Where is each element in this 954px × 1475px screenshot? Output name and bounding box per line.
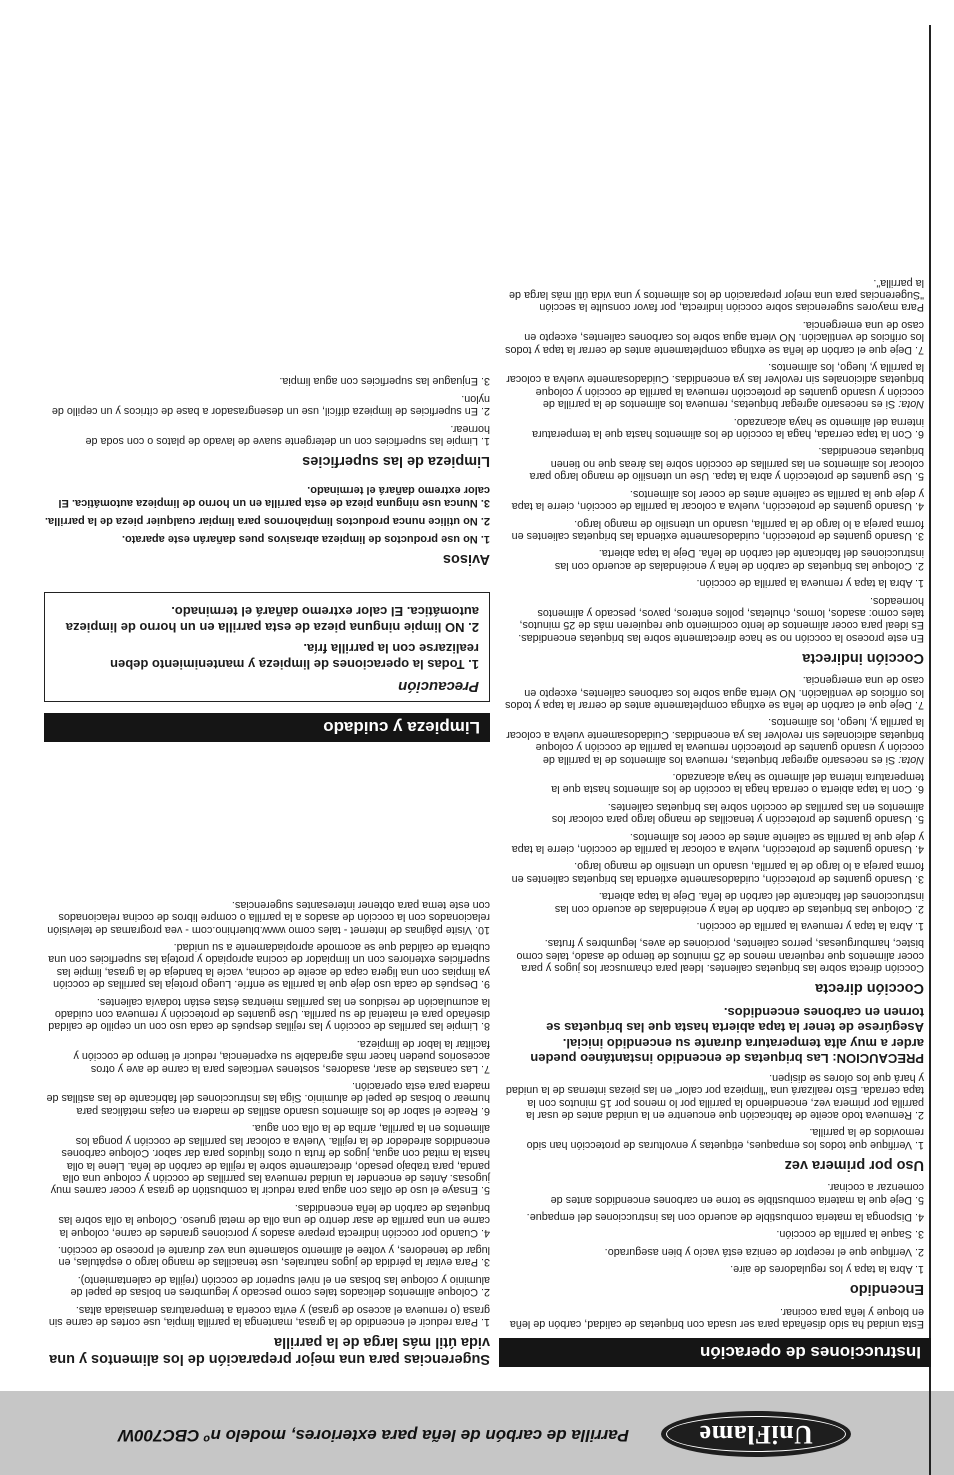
list-item: 10. Visite páginas de Internet - tales como www.bluerhino.com - vea programas de televisión relacionados con la cocción de asados a la parrilla o compre libros de cocina relacionados con este tema para obtener interesantes sugerencias.: [47, 898, 490, 936]
note-label: Nota:: [898, 398, 924, 411]
list-item: 2. Coloque las briquetas de carbón de leña y enciéndalas de acuerdo con las instrucciones del fabricante del carbón de leña. Deje la tapa abierta.: [554, 890, 924, 915]
list-item: 7. Las canastas de asar, asadores, sostenes verticales para la carne de ave y otros accesorios pueden hacer más agradable su experiencia, reducir el tiempo de cocción y facilitar la labor de limpieza.: [73, 1037, 490, 1075]
footer-text: Para mayores sugerencias sobre cocción indirecta, por favor consulte la sección "Sugerencias para una mejor preparación de los alimentos y una vida útil más larga de la parrilla".: [509, 276, 924, 314]
list-item: 4. Disponga la materia combustible de acuerdo con las instrucciones del empaque.: [526, 1210, 924, 1223]
list-item: 5. Ensaye el uso de ollas con agua para reducir la combustión de grasa y cocer carnes muy jugosas. Antes de encender la unidad remueva las parrillas de cocción y coloque una olla panda, para trabajo pesado, directamente sobre la rejilla de carbón de leña. Llene la olla hasta la mitad con agua, jugos de fruta u otros líquidos para dar sabor. Coloque carbones encendidos alrededor de la rejilla. Vuelva a colocar las parrillas de cocción y ponga los alimentos en la parrilla, arriba de la olla con agua.: [50, 1122, 490, 1197]
list-item: 3. Nunca use ninguna pieza de esta parrilla en un horno de limpieza automática. El calor extremo dañará el terminado.: [58, 484, 490, 509]
section-bar-limpieza: Limpieza y cuidado: [44, 713, 490, 742]
list-item: 2. Coloque las briquetas de carbón de leña y enciéndalas de acuerdo con las instrucciones del fabricante del carbón de leña. Deje la tapa abierta.: [554, 547, 924, 572]
note-item: [504, 361, 924, 411]
section-bar-operacion: Instrucciones de operación: [499, 1338, 931, 1367]
list-item: 3. Saque la parrilla de cocción.: [776, 1228, 924, 1241]
intro-indirecta: En este proceso la cocción no se hace directamente sobre las briquetas encendidas. Es ideal para cocer alimentos de lento cocimiento que requieren más de 25 minutos, tales como: asados, lomos, chuletas, pollos enteros, pavos, pescado y alimentos horneados.: [518, 594, 924, 644]
list-encendido: [504, 1181, 924, 1275]
page-title: Parrilla de carbón de leña para exteriores, modelo nº CBC700W: [118, 1426, 629, 1445]
page-header: [0, 1391, 954, 1475]
heading-coccion-indirecta: Cocción indirecta: [802, 649, 924, 666]
column-divider: [930, 25, 932, 1475]
list-item: 5. Use guantes de protección y abra la tapa. Use un utensilio de mango largo para colocar los alimentos en las parrillas de cocción sobre las áreas que no tienen briquetas encendidas.: [529, 445, 924, 483]
uniflame-logo: UniFlame: [661, 1411, 851, 1457]
list-coccion-indirecta: [504, 318, 924, 589]
list-sugerencias: [44, 898, 490, 1328]
list-item: 2. Verifique que el receptor de ceniza está vacío y bien asegurado.: [604, 1245, 924, 1258]
list-item: 1. Abra la tapa y remueva la parrilla de cocción.: [696, 577, 924, 590]
list-item: 3. Usando guantes de protección, cuidadosamente extienda las briquetas calientes en forma pareja a lo largo de la parrilla, usando un utensilio de mango largo.: [511, 860, 924, 885]
heading-sugerencias: Sugerencias para una mejor preparación de los alimentos y una vida útil más larga de la parrilla: [49, 1334, 490, 1367]
list-item: 7. Deje que el carbón de leña se extinga completamente antes de cerrar la tapa y todos los orificios de ventilación. NO vierta agua sobre los carbones calientes, excepto en caso de una emergencia.: [505, 674, 924, 711]
intro-directa: Cocción directa sobre las briquetas calientes. Ideal para chamuscar los jugos y para cocer alimentos que requieran menos de 25 minutos de tiempo de asado, tales como bistec, hamburguesas, perros calientes, porciones de aves, legumbres y frutas.: [516, 937, 924, 975]
heading-superficies: Limpieza de las superficies: [302, 453, 490, 469]
list-coccion-directa: [504, 674, 924, 932]
list-item: 7. Deje que el carbón de leña se extinga completamente antes de cerrar la tapa y todos los orificios de ventilación. NO vierta agua sobre los carbones calientes, excepto en caso de una emergencia.: [505, 318, 924, 356]
caution-item: 2. NO limpie ninguna pieza de esta parrilla en un horno de limpieza automática. El calor extremo dañará el terminado.: [65, 604, 479, 635]
list-item: 8. Limpie las parrillas de cocción y las rejillas después de cada uso con un cepillo de calidad diseñado para el material de su parrilla. Use guantes de protección y remueva con cuidado la acumulación de residuos en las parrillas mientras éstas están todavía calientes.: [48, 995, 490, 1033]
note-text: Si es necesario agregar briquetas, remueva los alimentos de la parrilla de cocción y usando guantes de protección remueva la parrilla de cocción y coloque briquetas adicionales sin revolver las ya encendidas. Cuidadosamente vuelva a colocar la parrilla y, luego, los alimentos.: [506, 716, 924, 766]
note-item: [504, 716, 924, 766]
list-item: 2. En superficies de limpieza difícil, use un desengrasador a base de cítricos y un cepillo de nylon.: [51, 392, 490, 418]
warning-text: PRECAUCION: Las briquetas de encendido instantáneo pueden arder a muy alta temperatura durante su encendido inicial. Asegúrese de tener la tapa abierta hasta que las briquetas se tornen en carbones encendidos.: [530, 1004, 924, 1067]
list-item: 2. No utilice nunca productos limpiahornos para limpiar cualquier pieza de la parrilla.: [45, 515, 490, 527]
list-item: 4. Cuando por cocción indirecta prepare asados y porciones grandes de carne, coloque la carne en una parrilla de asar dentro de una olla de metal grueso. Coloque la olla sobre las briquetas de carbón de leña encendidas.: [58, 1201, 490, 1239]
list-item: 6. Realce el sabor de los alimentos usando astillas de madera en cajas metálicas para humear o bolsas de papel de aluminio. Siga las instrucciones del fabricante de las astillas de madera para esta operación.: [46, 1080, 490, 1117]
list-item: 2. Remueva todo aceite de fabricación que encuentre en la unidad antes de usar la parrilla por primera vez, encendiendo la parrilla por lo menos por 15 minutos con la tapa cerrada. Esto realizará una "limpieza por calor" en las piezas internas de la unidad y hará que los olores se disipen.: [505, 1071, 924, 1121]
list-item: 3. Para evitar la pérdida de jugos naturales, use tenacillas de mango largo o espátulas, en lugar de tenedores, y voltee el alimento solamente una vez durante el proceso de cocción.: [57, 1243, 490, 1269]
list-item: 2. Coloque alimentos delicados tales como pescado y legumbres en bolsas de papel de aluminio y coloque las bolsas en el nivel superior de cocción (rejilla de calentamiento).: [70, 1273, 490, 1299]
list-item: 1. No use productos de limpieza abrasivos pues dañarán este aparato.: [121, 533, 490, 545]
list-item: 6. Con la tapa cerrada, haga la cocción de los alimentos hasta que la temperatura interna del alimento se haya alcanzado.: [532, 415, 924, 441]
list-item: 1. Limpie las superficies con un detergente suave de lavado de platos o con soda de hornear.: [85, 422, 490, 447]
intro-text: Esta unidad ha sido diseñada para ser usada con briquetas de calidad, carbón de leña en bloque y leña para cocinar.: [509, 1305, 924, 1330]
note-text: Si es necesario agregar briquetas, remueva los alimentos de la parrilla de cocción y usando guantes de protección remueva la parrilla de cocción y coloque briquetas adicionales sin revolver las ya encendidas. Cuidadosamente vuelva a colocar la parrilla y, luego, los alimentos.: [506, 361, 924, 411]
caution-box: [44, 592, 490, 702]
column-sugerencias: [44, 893, 490, 1367]
list-item: 1. Abra la tapa y remueva la parrilla de cocción.: [696, 920, 924, 933]
column-operacion: [504, 271, 924, 1330]
caution-item: 1. Todas la operaciones de limpieza y mantenimiento deben realizarse con la parrilla fría.: [110, 641, 479, 672]
heading-encendido: Encendido: [849, 1281, 924, 1298]
list-item: 5. Deje que la materia combustible se torne en carbones encendidos antes de comenzar a cocinar.: [550, 1181, 924, 1206]
list-item: 1. Abra la tapa y los reguladores de aire.: [730, 1263, 924, 1276]
list-item: 6. Con la tapa abierta o cerrada haga la cocción de los alimentos hasta que la temperatura interna del alimento se haya alcanzado.: [551, 771, 924, 796]
list-item: 1. Para reducir el encendido de la grasa, mantenga la parrilla limpia, use cortes de carne sin grasa (o remueva el acceso de grasa) y evita cocerla a temperaturas demasiada altas.: [48, 1303, 490, 1328]
list-item: 1. Verifique que todos los empaques, etiquetas y envolturas de protección han sido removidos de la parrilla.: [526, 1126, 924, 1151]
heading-avisos: Avisos: [442, 551, 490, 567]
heading-primera-vez: Uso por primera vez: [784, 1156, 924, 1173]
list-item: 4. Usando guantes de protección, vuelva a colocar la parrilla de cocción, cierre la tapa y deje que la parrilla se caliente antes de cocer los alimentos.: [511, 830, 924, 856]
list-primera-vez: [504, 1071, 924, 1150]
column-avisos: [44, 370, 490, 575]
list-item: 3. Usando guantes de protección, cuidadosamente extienda las briquetas calientes en forma pareja a lo largo de la parrilla, usando un utensilio de mango largo.: [511, 517, 924, 542]
caution-title: Precaución: [398, 678, 479, 695]
list-item: 9. Después de cada uso deje que la parrilla se enfríe. Luego proteja las parrillas de cocción ya limpias con una ligera capa de aceite de cocina, vacíe la bandeja de la grasa, limpie las superficies exteriores con un limpiador de cocina apropiado y proteja las superficies con una cubierta de calidad que se acomode apropiadamente a su unidad.: [48, 941, 490, 991]
heading-coccion-directa: Cocción directa: [815, 980, 924, 997]
list-item: 3. Enjuague las superficies con agua limpia.: [279, 375, 490, 388]
note-label: Nota:: [898, 753, 924, 766]
list-item: 5. Usando guantes de protección y tenacillas de mango largo para colocar los alimentos en las parrillas de cocción sobre las briquetas calientes.: [551, 800, 924, 826]
list-item: 4. Usando guantes de protección, vuelva a colocar la parrilla de cocción, cierre la tapa y deje que la parrilla se caliente antes de cocer los alimentos.: [511, 487, 924, 513]
